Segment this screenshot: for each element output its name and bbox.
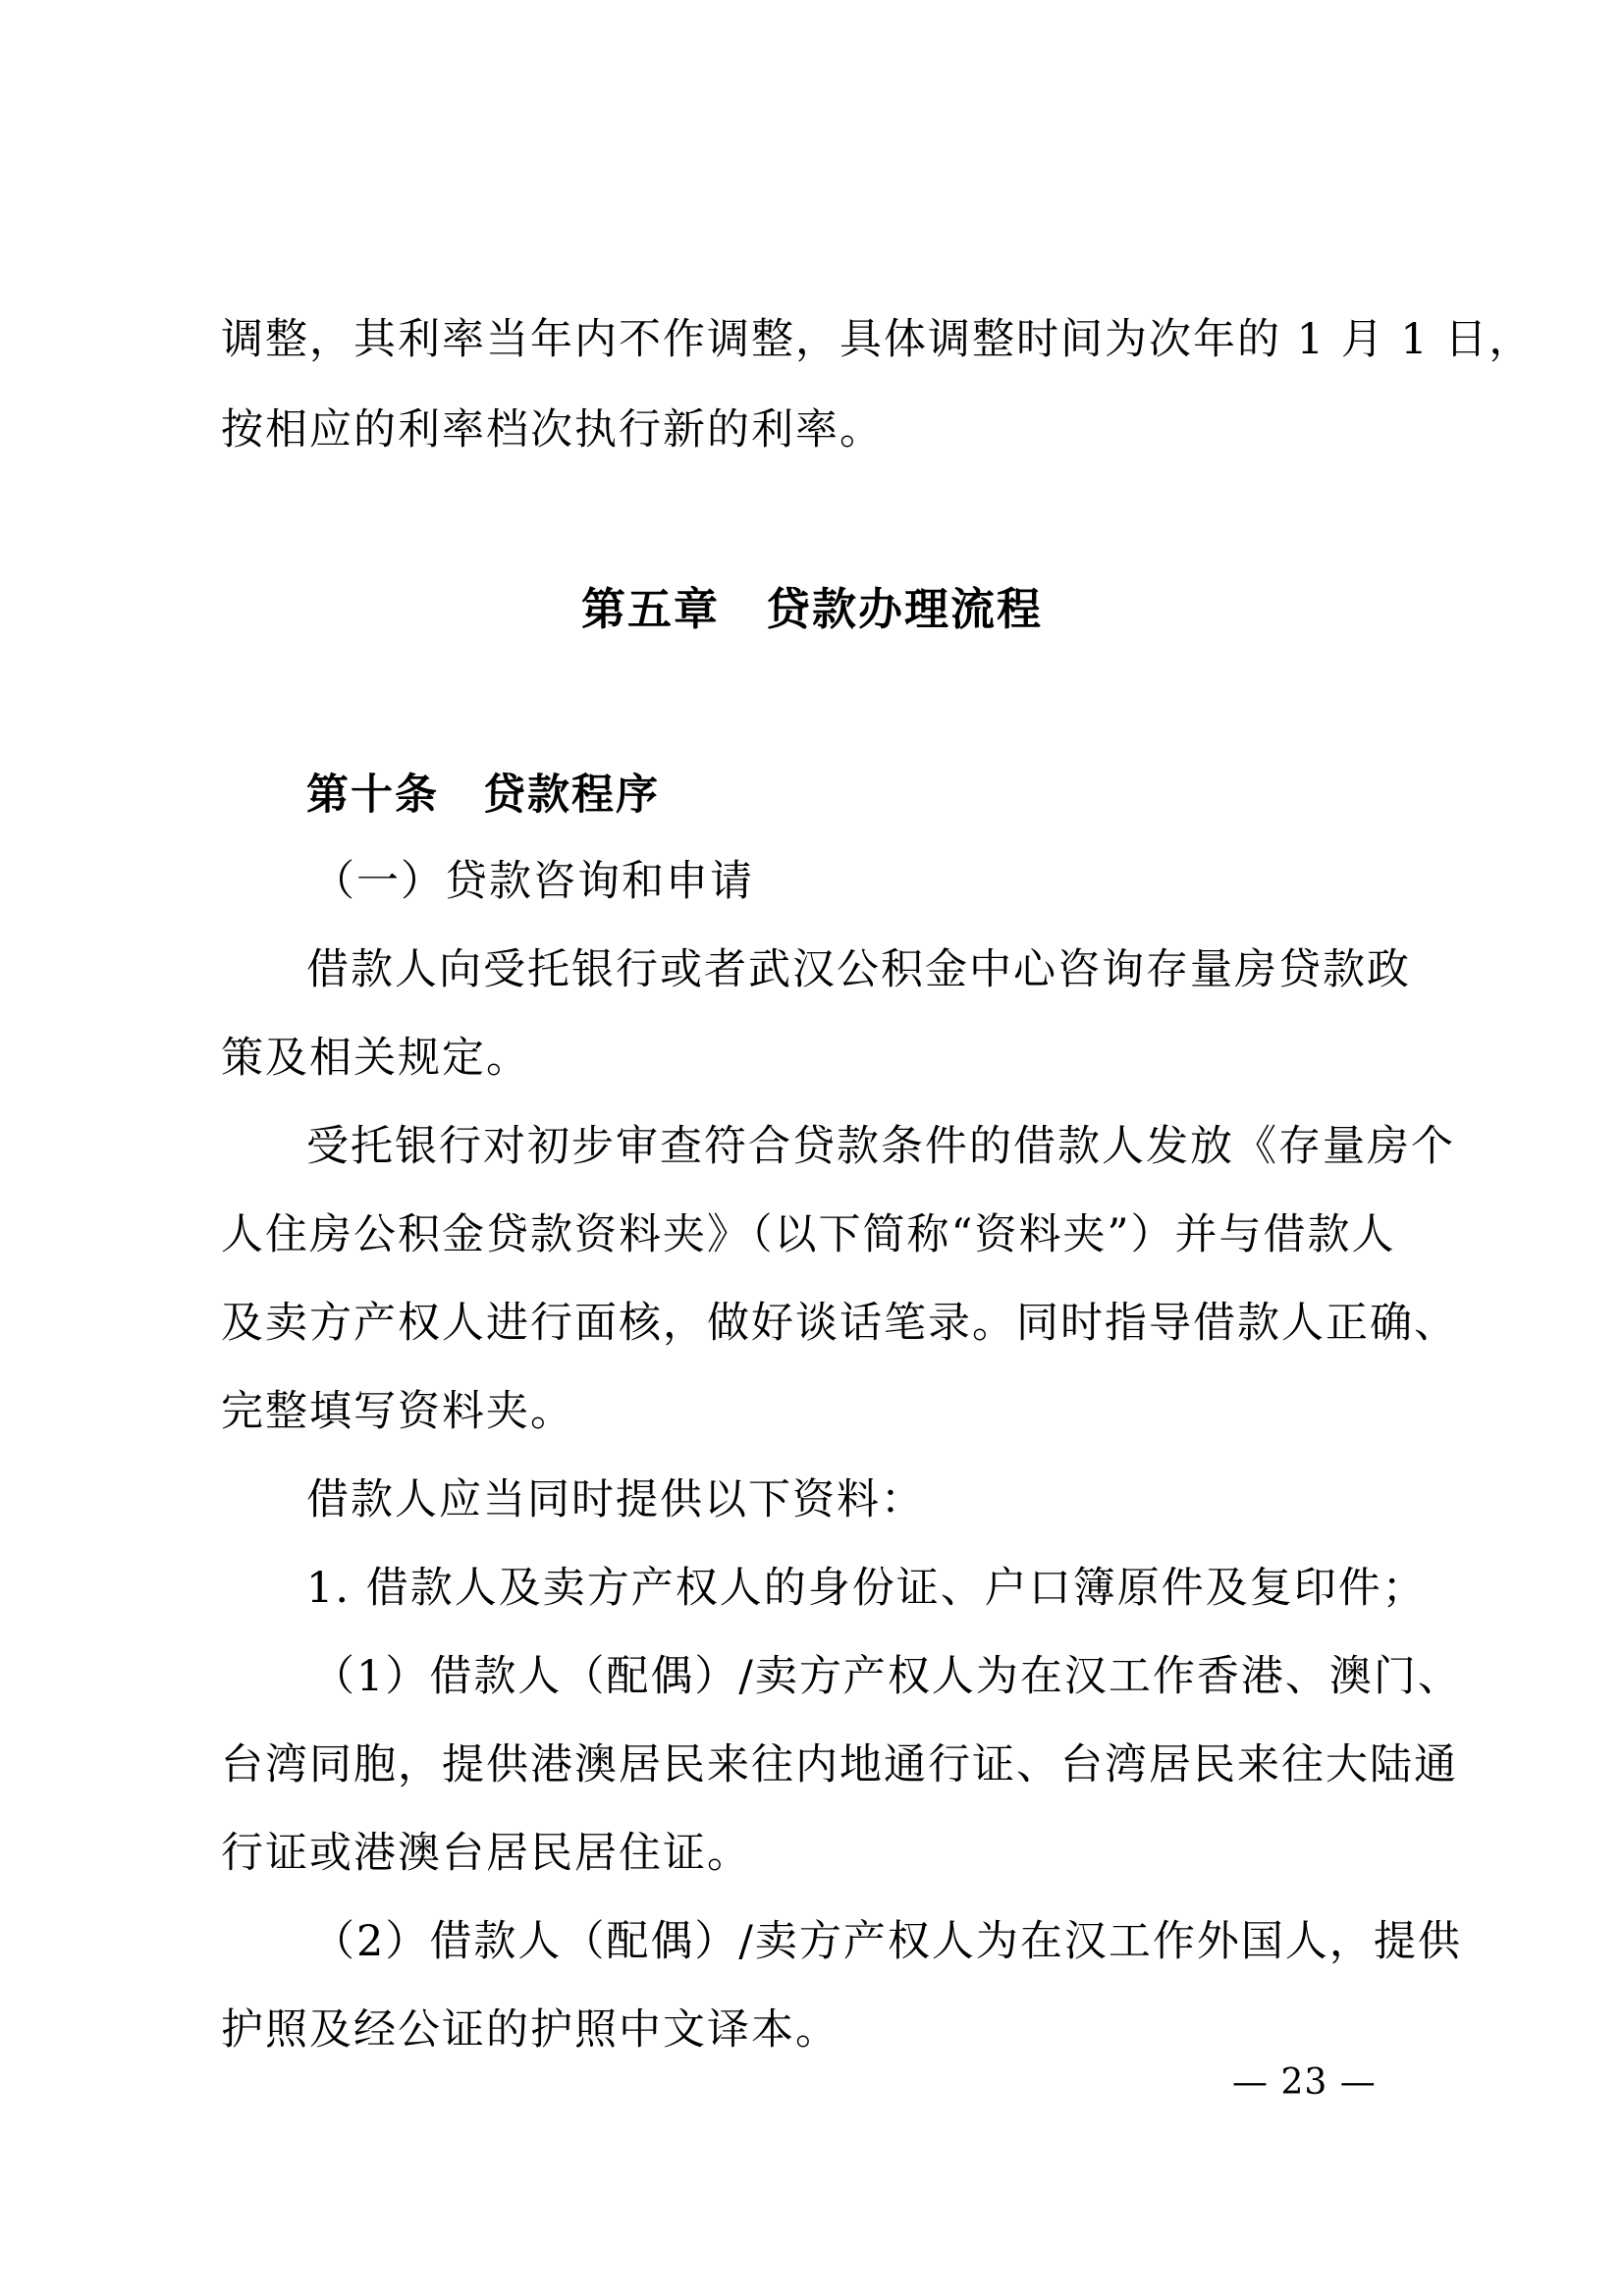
sub-item-2-line-1: （2）借款人（配偶）/卖方产权人为在汉工作外国人，提供 <box>312 1917 1462 1966</box>
section-title: （一）贷款咨询和申请 <box>312 857 754 906</box>
list-item-1: 1. 借款人及卖方产权人的身份证、户口簿原件及复印件； <box>306 1564 1427 1613</box>
paragraph-2-line-4: 完整填写资料夹。 <box>221 1387 574 1436</box>
body-line-2: 按相应的利率档次执行新的利率。 <box>221 405 884 454</box>
sub-item-2-line-2: 护照及经公证的护照中文译本。 <box>221 2005 839 2055</box>
page-number: — 23 — <box>1232 2062 1377 2103</box>
paragraph-2-line-3: 及卖方产权人进行面核，做好谈话笔录。同时指导借款人正确、 <box>221 1299 1458 1348</box>
paragraph-2-line-2: 人住房公积金贷款资料夹》（以下简称“资料夹”）并与借款人 <box>221 1210 1396 1259</box>
sub-item-1-line-3: 行证或港澳台居民居住证。 <box>221 1829 751 1878</box>
paragraph-1-line-1: 借款人向受托银行或者武汉公积金中心咨询存量房贷款政 <box>306 945 1411 994</box>
body-line-1: 调整，其利率当年内不作调整，具体调整时间为次年的 1 月 1 日， <box>221 315 1534 364</box>
article-title: 第十条 贷款程序 <box>306 771 660 820</box>
paragraph-3-line-1: 借款人应当同时提供以下资料： <box>306 1475 925 1524</box>
paragraph-1-line-2: 策及相关规定。 <box>221 1034 530 1083</box>
sub-item-1-line-2: 台湾同胞，提供港澳居民来往内地通行证、台湾居民来往大陆通 <box>221 1740 1458 1789</box>
sub-item-1-line-1: （1）借款人（配偶）/卖方产权人为在汉工作香港、澳门、 <box>312 1652 1462 1701</box>
chapter-title: 第五章 贷款办理流程 <box>580 583 1043 635</box>
paragraph-2-line-1: 受托银行对初步审查符合贷款条件的借款人发放《存量房个 <box>306 1122 1455 1171</box>
